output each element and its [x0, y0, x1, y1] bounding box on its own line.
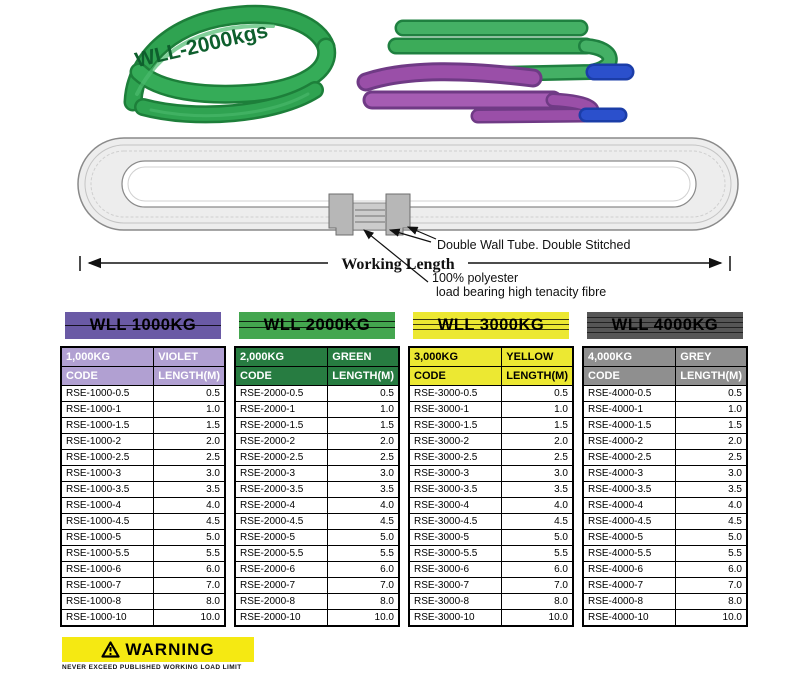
- code-cell: RSE-2000-2: [235, 434, 328, 450]
- warning-subtitle: NEVER EXCEED PUBLISHED WORKING LOAD LIMIT: [62, 664, 242, 671]
- length-cell: 2.5: [676, 450, 747, 466]
- table-row: [583, 498, 747, 514]
- length-cell: 7.0: [328, 578, 399, 594]
- length-cell: 3.0: [502, 466, 573, 482]
- length-cell: 6.0: [676, 562, 747, 578]
- length-cell: 5.0: [328, 530, 399, 546]
- length-cell: 1.0: [328, 402, 399, 418]
- spec-table-grey: [582, 312, 748, 627]
- length-cell: 4.5: [328, 514, 399, 530]
- table-row: [61, 386, 225, 402]
- spec-tables: [60, 312, 748, 627]
- code-cell: RSE-2000-8: [235, 594, 328, 610]
- code-cell: RSE-4000-1: [583, 402, 676, 418]
- table-row: [583, 434, 747, 450]
- code-cell: RSE-1000-5: [61, 530, 154, 546]
- table-row: [61, 514, 225, 530]
- table-row: [235, 482, 399, 498]
- warning-triangle-icon: [101, 641, 120, 658]
- length-cell: 10.0: [502, 610, 573, 627]
- length-cell: 2.5: [502, 450, 573, 466]
- length-cell: 3.5: [154, 482, 225, 498]
- table-row: [235, 450, 399, 466]
- spec-table-violet: [60, 312, 226, 627]
- table-row: [409, 594, 573, 610]
- table-row: [235, 594, 399, 610]
- length-cell: 4.5: [676, 514, 747, 530]
- code-cell: RSE-1000-6: [61, 562, 154, 578]
- code-cell: RSE-1000-8: [61, 594, 154, 610]
- wll-title-banner: WLL 1000KG: [65, 312, 221, 339]
- length-cell: 2.5: [154, 450, 225, 466]
- code-cell: RSE-1000-2: [61, 434, 154, 450]
- code-cell: RSE-4000-10: [583, 610, 676, 627]
- table-row: [583, 402, 747, 418]
- table-row: [61, 434, 225, 450]
- wll-title-banner: WLL 3000KG: [413, 312, 569, 339]
- code-cell: RSE-3000-8: [409, 594, 502, 610]
- code-cell: RSE-1000-7: [61, 578, 154, 594]
- label-working-length: Working Length: [341, 256, 455, 273]
- capacity-header-cell: 1,000KG: [61, 347, 154, 367]
- spec-table: [408, 346, 574, 627]
- table-row: [409, 466, 573, 482]
- length-cell: 10.0: [154, 610, 225, 627]
- code-cell: RSE-3000-0.5: [409, 386, 502, 402]
- length-cell: 7.0: [154, 578, 225, 594]
- code-cell: RSE-2000-5.5: [235, 546, 328, 562]
- table-row: [61, 402, 225, 418]
- code-cell: RSE-2000-3: [235, 466, 328, 482]
- table-row: [409, 386, 573, 402]
- label-polyester-line2: load bearing high tenacity fibre: [436, 285, 607, 299]
- length-cell: 5.0: [502, 530, 573, 546]
- code-cell: RSE-3000-3.5: [409, 482, 502, 498]
- length-cell: 5.0: [154, 530, 225, 546]
- table-row: [409, 498, 573, 514]
- table-row: [235, 418, 399, 434]
- code-cell: RSE-1000-4: [61, 498, 154, 514]
- color-header-cell: VIOLET: [154, 347, 225, 367]
- length-cell: 0.5: [502, 386, 573, 402]
- length-cell: 3.0: [328, 466, 399, 482]
- table-row: [583, 418, 747, 434]
- table-row: [61, 530, 225, 546]
- code-cell: RSE-3000-6: [409, 562, 502, 578]
- capacity-header-cell: 4,000KG: [583, 347, 676, 367]
- table-row: [235, 498, 399, 514]
- table-row: [583, 562, 747, 578]
- length-cell: 8.0: [154, 594, 225, 610]
- table-row: [583, 482, 747, 498]
- length-cell: 0.5: [328, 386, 399, 402]
- code-header-cell: CODE: [61, 367, 154, 386]
- code-cell: RSE-4000-1.5: [583, 418, 676, 434]
- code-cell: RSE-1000-0.5: [61, 386, 154, 402]
- capacity-header-cell: 3,000KG: [409, 347, 502, 367]
- code-cell: RSE-4000-4: [583, 498, 676, 514]
- code-cell: RSE-1000-4.5: [61, 514, 154, 530]
- table-row: [409, 434, 573, 450]
- table-row: [583, 514, 747, 530]
- table-row: [235, 530, 399, 546]
- table-row: [409, 578, 573, 594]
- length-cell: 4.0: [676, 498, 747, 514]
- table-row: [583, 530, 747, 546]
- table-row: [61, 546, 225, 562]
- green-purple-slings-photo: [348, 2, 640, 126]
- table-row: [61, 562, 225, 578]
- table-row: [583, 610, 747, 627]
- table-row: [61, 482, 225, 498]
- table-row: [583, 578, 747, 594]
- length-cell: 2.0: [676, 434, 747, 450]
- length-cell: 4.0: [328, 498, 399, 514]
- label-polyester-line1: 100% polyester: [432, 271, 519, 285]
- length-cell: 10.0: [676, 610, 747, 627]
- length-cell: 7.0: [676, 578, 747, 594]
- length-cell: 2.5: [328, 450, 399, 466]
- length-cell: 5.5: [502, 546, 573, 562]
- sling-diagram: [0, 130, 800, 302]
- code-cell: RSE-4000-3.5: [583, 482, 676, 498]
- length-cell: 10.0: [328, 610, 399, 627]
- color-header-cell: YELLOW: [502, 347, 573, 367]
- code-cell: RSE-2000-3.5: [235, 482, 328, 498]
- length-header-cell: LENGTH(M): [676, 367, 747, 386]
- table-row: [409, 402, 573, 418]
- length-cell: 8.0: [676, 594, 747, 610]
- green-round-sling-photo: [103, 2, 345, 126]
- code-cell: RSE-3000-3: [409, 466, 502, 482]
- length-cell: 5.5: [676, 546, 747, 562]
- code-cell: RSE-1000-1: [61, 402, 154, 418]
- length-header-cell: LENGTH(M): [502, 367, 573, 386]
- length-cell: 4.5: [502, 514, 573, 530]
- table-row: [235, 578, 399, 594]
- length-cell: 8.0: [502, 594, 573, 610]
- code-cell: RSE-3000-2.5: [409, 450, 502, 466]
- code-cell: RSE-4000-5: [583, 530, 676, 546]
- code-cell: RSE-4000-4.5: [583, 514, 676, 530]
- table-row: [235, 386, 399, 402]
- color-header-cell: GREY: [676, 347, 747, 367]
- code-cell: RSE-2000-1.5: [235, 418, 328, 434]
- code-cell: RSE-1000-3: [61, 466, 154, 482]
- spec-table-yellow: [408, 312, 574, 627]
- spec-table: [582, 346, 748, 627]
- length-cell: 3.5: [328, 482, 399, 498]
- length-cell: 2.0: [154, 434, 225, 450]
- code-cell: RSE-4000-5.5: [583, 546, 676, 562]
- code-cell: RSE-4000-0.5: [583, 386, 676, 402]
- code-cell: RSE-3000-2: [409, 434, 502, 450]
- code-cell: RSE-3000-1.5: [409, 418, 502, 434]
- table-row: [61, 466, 225, 482]
- code-header-cell: CODE: [235, 367, 328, 386]
- label-double-wall-tube: Double Wall Tube. Double Stitched: [437, 238, 631, 252]
- length-cell: 2.0: [328, 434, 399, 450]
- code-cell: RSE-3000-10: [409, 610, 502, 627]
- table-row: [61, 578, 225, 594]
- table-row: [583, 466, 747, 482]
- table-row: [583, 594, 747, 610]
- code-cell: RSE-4000-7: [583, 578, 676, 594]
- table-row: [235, 466, 399, 482]
- code-cell: RSE-2000-4: [235, 498, 328, 514]
- wll-title-banner: WLL 4000KG: [587, 312, 743, 339]
- color-header-cell: GREEN: [328, 347, 399, 367]
- length-cell: 1.5: [328, 418, 399, 434]
- warning-banner: [62, 637, 254, 671]
- length-cell: 6.0: [328, 562, 399, 578]
- code-cell: RSE-1000-5.5: [61, 546, 154, 562]
- code-cell: RSE-3000-1: [409, 402, 502, 418]
- length-header-cell: LENGTH(M): [328, 367, 399, 386]
- table-row: [409, 450, 573, 466]
- length-cell: 1.0: [154, 402, 225, 418]
- table-row: [409, 514, 573, 530]
- code-cell: RSE-3000-4: [409, 498, 502, 514]
- table-row: [61, 418, 225, 434]
- table-row: [235, 562, 399, 578]
- table-row: [409, 562, 573, 578]
- length-cell: 5.5: [328, 546, 399, 562]
- code-cell: RSE-2000-10: [235, 610, 328, 627]
- table-row: [235, 610, 399, 627]
- spec-table-green: [234, 312, 400, 627]
- length-cell: 2.0: [502, 434, 573, 450]
- code-cell: RSE-4000-3: [583, 466, 676, 482]
- table-row: [61, 610, 225, 627]
- code-cell: RSE-4000-6: [583, 562, 676, 578]
- code-cell: RSE-2000-6: [235, 562, 328, 578]
- code-cell: RSE-2000-5: [235, 530, 328, 546]
- table-row: [583, 386, 747, 402]
- length-cell: 8.0: [328, 594, 399, 610]
- wll-title-banner: WLL 2000KG: [239, 312, 395, 339]
- code-cell: RSE-4000-2: [583, 434, 676, 450]
- spec-table: [60, 346, 226, 627]
- code-cell: RSE-2000-4.5: [235, 514, 328, 530]
- code-cell: RSE-2000-0.5: [235, 386, 328, 402]
- length-cell: 6.0: [502, 562, 573, 578]
- table-row: [235, 402, 399, 418]
- table-row: [583, 546, 747, 562]
- table-row: [235, 514, 399, 530]
- length-cell: 4.5: [154, 514, 225, 530]
- code-cell: RSE-3000-7: [409, 578, 502, 594]
- code-cell: RSE-3000-5: [409, 530, 502, 546]
- code-header-cell: CODE: [583, 367, 676, 386]
- code-cell: RSE-2000-1: [235, 402, 328, 418]
- code-cell: RSE-1000-10: [61, 610, 154, 627]
- table-row: [235, 434, 399, 450]
- code-cell: RSE-4000-2.5: [583, 450, 676, 466]
- sling-print-label: WLL-2000kgs: [132, 19, 271, 73]
- table-row: [409, 610, 573, 627]
- table-row: [409, 546, 573, 562]
- table-row: [235, 546, 399, 562]
- length-cell: 5.5: [154, 546, 225, 562]
- table-row: [409, 418, 573, 434]
- code-cell: RSE-2000-2.5: [235, 450, 328, 466]
- length-cell: 3.0: [676, 466, 747, 482]
- code-cell: RSE-3000-5.5: [409, 546, 502, 562]
- code-header-cell: CODE: [409, 367, 502, 386]
- length-cell: 4.0: [502, 498, 573, 514]
- spec-table: [234, 346, 400, 627]
- length-cell: 3.0: [154, 466, 225, 482]
- code-cell: RSE-2000-7: [235, 578, 328, 594]
- table-row: [409, 482, 573, 498]
- length-cell: 1.0: [502, 402, 573, 418]
- code-cell: RSE-3000-4.5: [409, 514, 502, 530]
- code-cell: RSE-1000-3.5: [61, 482, 154, 498]
- warning-box: [62, 637, 254, 662]
- length-cell: 0.5: [154, 386, 225, 402]
- length-cell: 1.0: [676, 402, 747, 418]
- table-row: [583, 450, 747, 466]
- warning-title: WARNING: [125, 639, 215, 659]
- length-cell: 7.0: [502, 578, 573, 594]
- length-cell: 3.5: [676, 482, 747, 498]
- length-cell: 1.5: [154, 418, 225, 434]
- code-cell: RSE-4000-8: [583, 594, 676, 610]
- code-cell: RSE-1000-1.5: [61, 418, 154, 434]
- length-cell: 4.0: [154, 498, 225, 514]
- code-cell: RSE-1000-2.5: [61, 450, 154, 466]
- length-cell: 1.5: [502, 418, 573, 434]
- length-cell: 3.5: [502, 482, 573, 498]
- table-row: [61, 498, 225, 514]
- length-cell: 1.5: [676, 418, 747, 434]
- length-cell: 5.0: [676, 530, 747, 546]
- length-header-cell: LENGTH(M): [154, 367, 225, 386]
- table-row: [61, 450, 225, 466]
- length-cell: 6.0: [154, 562, 225, 578]
- length-cell: 0.5: [676, 386, 747, 402]
- table-row: [61, 594, 225, 610]
- capacity-header-cell: 2,000KG: [235, 347, 328, 367]
- table-row: [409, 530, 573, 546]
